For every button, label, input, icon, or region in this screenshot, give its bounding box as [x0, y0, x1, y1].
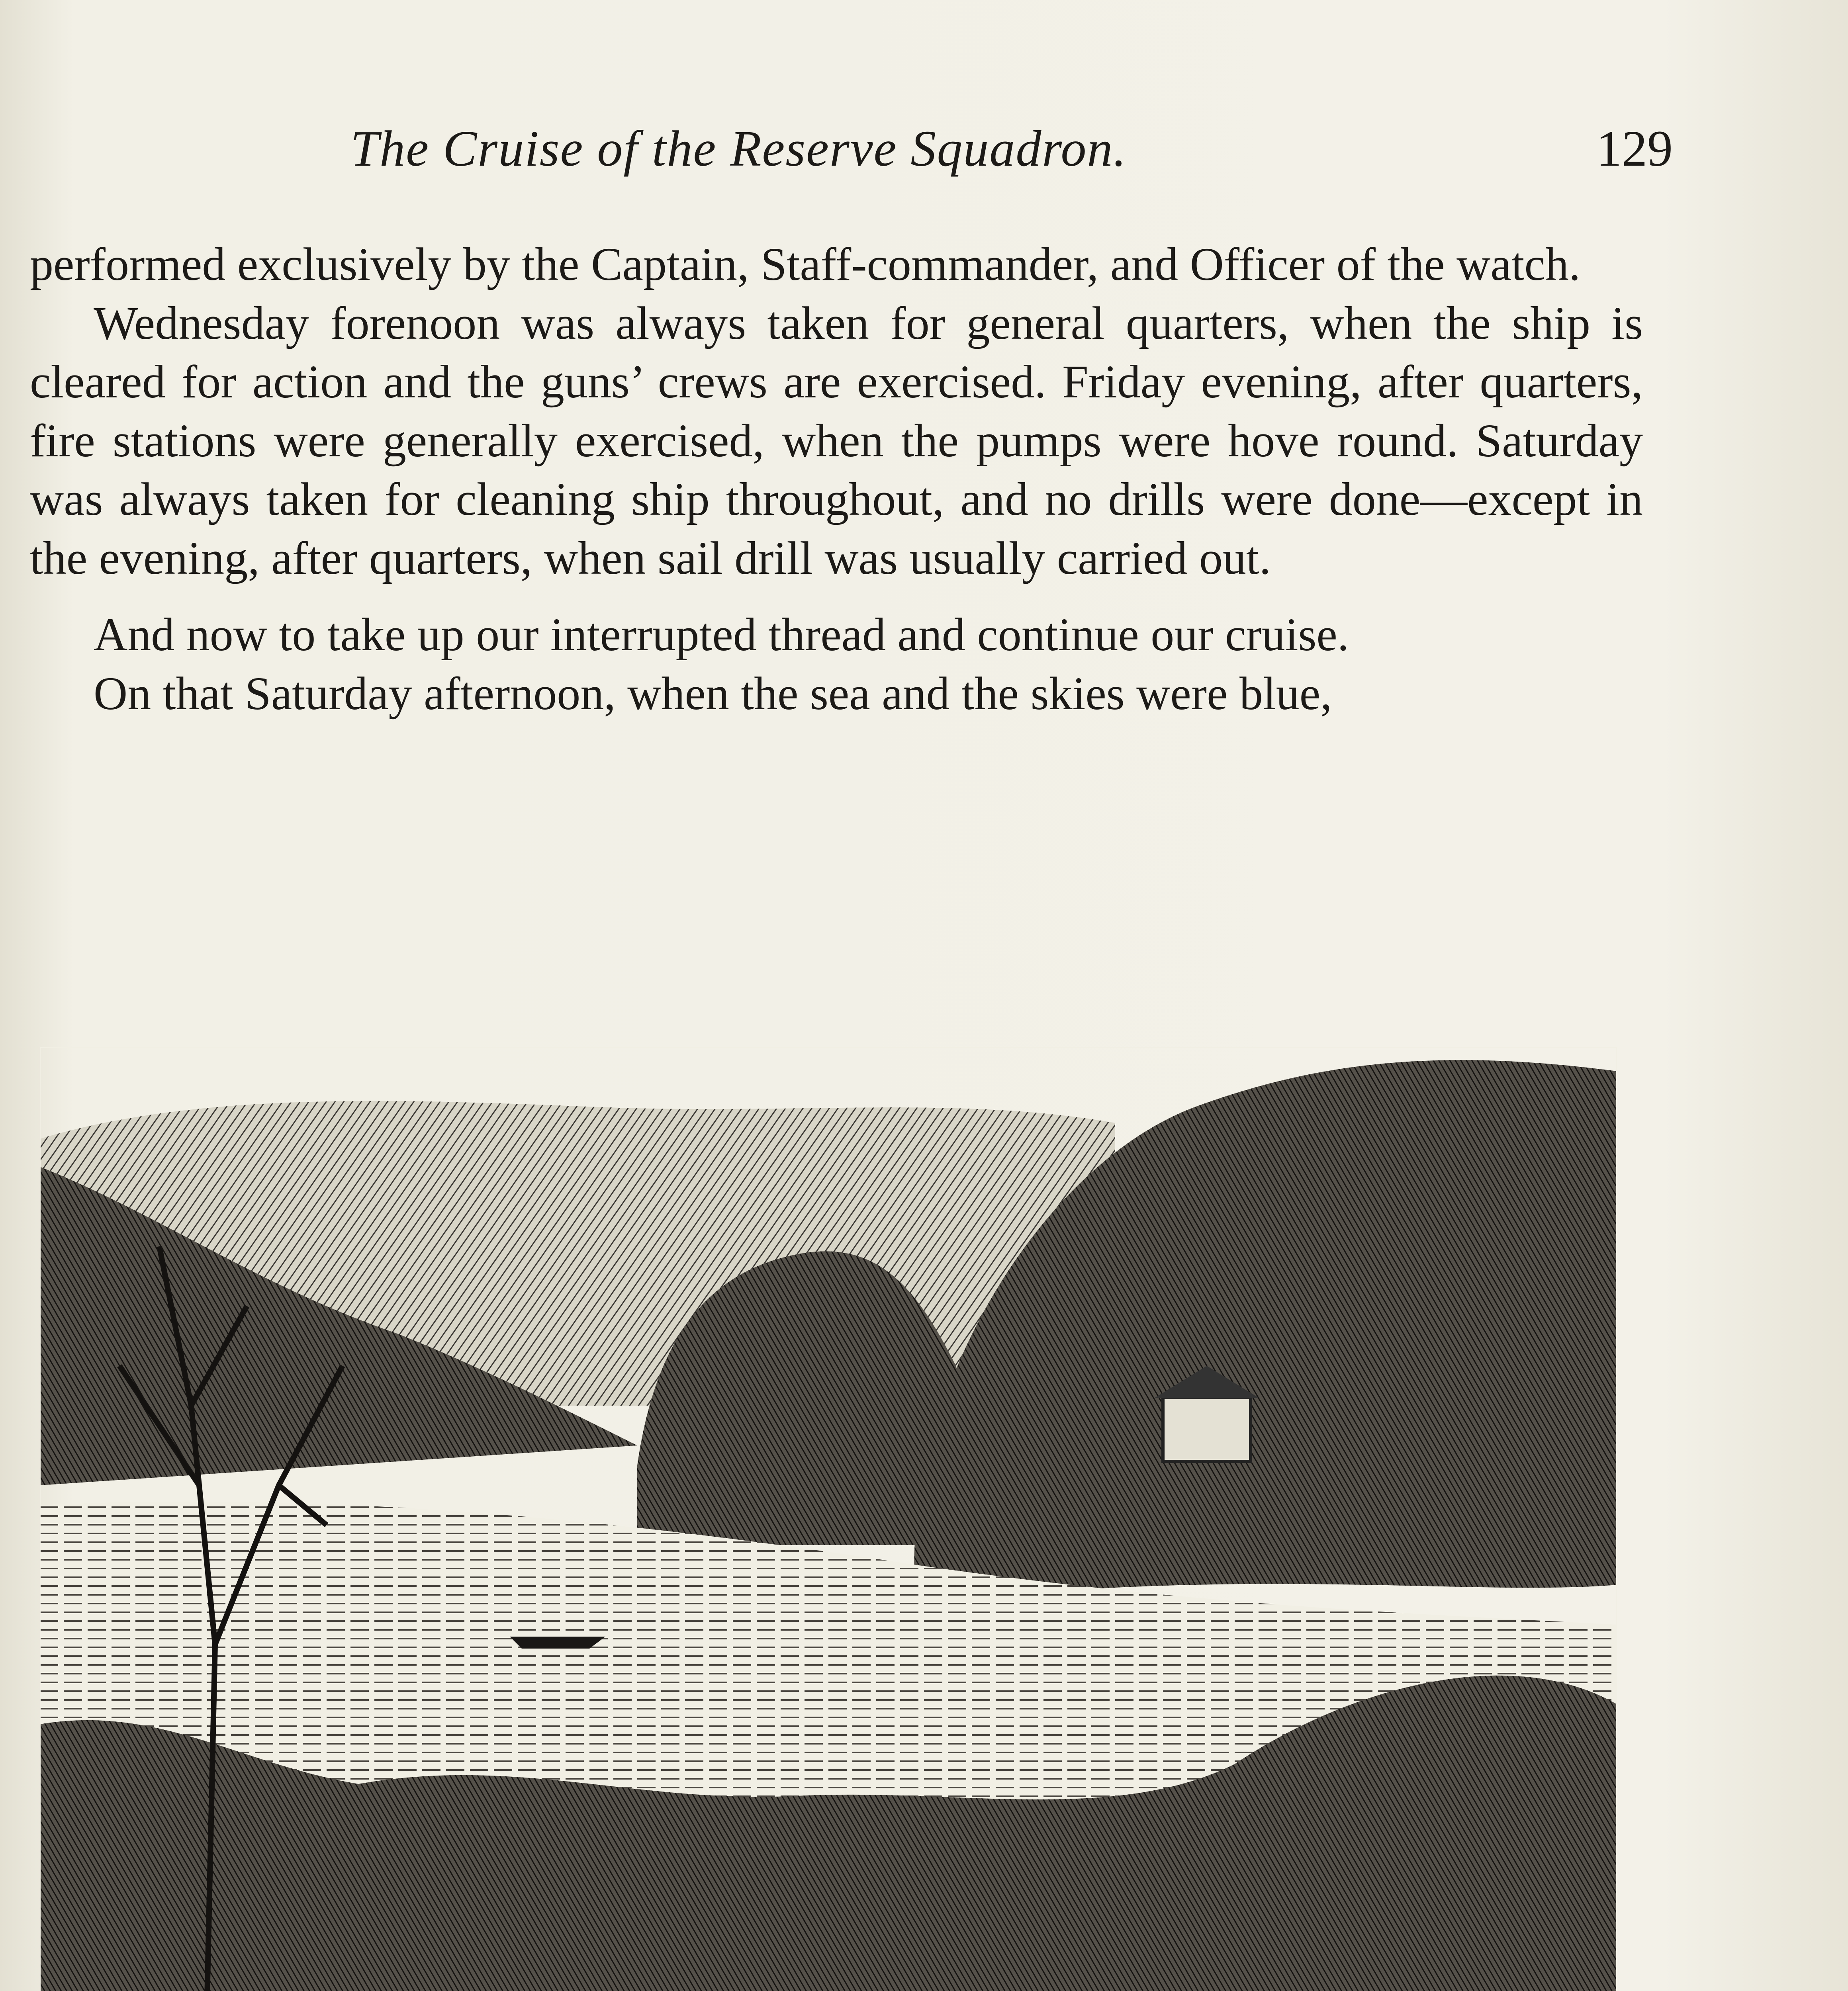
river-engraving-illustration [40, 1047, 1617, 1991]
body-text-top [30, 235, 1643, 723]
paragraph: performed exclusively by the Captain, Staff-commander, and Officer of the watch. [30, 238, 1581, 290]
page-header [350, 119, 1673, 183]
paragraph: And now to take up our interrupted thread and continue our cruise. [94, 608, 1349, 661]
running-head: The Cruise of the Reserve Squadron. [350, 120, 1127, 177]
page-number: 129 [1596, 120, 1673, 177]
house [1163, 1398, 1251, 1461]
paragraph: On that Saturday afternoon, when the sea and the skies were blue, [94, 667, 1332, 720]
paragraph: Wednesday forenoon was always taken for general quarters, when the ship is cleared for action and the guns’ crews are exercised. Friday evening, after quarters, fire stations were generally exercised, when the pumps were hove round. Saturday was always taken for cleaning ship throughout, and no drills were done—except in the evening, after quarters, when sail drill was usually carried out. [30, 297, 1643, 584]
boat [510, 1637, 605, 1649]
